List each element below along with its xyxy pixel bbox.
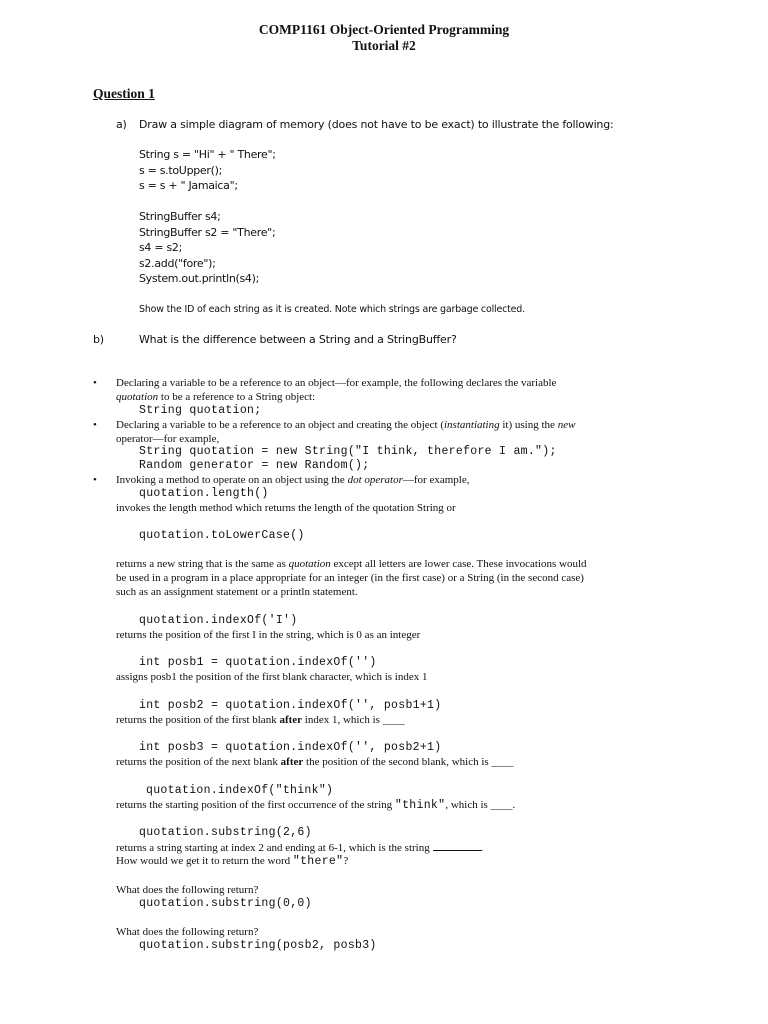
- bullet-1-code: String quotation;: [139, 404, 262, 417]
- posb2-code: int posb2 = quotation.indexOf('', posb1+1): [139, 699, 442, 712]
- indexof-desc: returns the position of the first I in the string, which is 0 as an integer: [116, 629, 421, 641]
- posb3-code: int posb3 = quotation.indexOf('', posb2+1): [139, 741, 442, 754]
- code-line: String s = "Hi" + " There";: [139, 148, 276, 161]
- lowercase-desc-2: be used in a program in a place appropriate for an integer (in the first case) or a String (in the second case): [116, 572, 584, 584]
- bullet-3-line1: Invoking a method to operate on an object using the dot operator—for example,: [116, 474, 470, 486]
- substring-code: quotation.substring(2,6): [139, 826, 312, 839]
- code-line: s = s + " Jamaica";: [139, 179, 238, 192]
- posb2-desc: returns the position of the first blank after index 1, which is ____: [116, 714, 405, 726]
- code-line: s = s.toUpper();: [139, 163, 223, 177]
- bullet-marker: •: [93, 419, 97, 431]
- there-question: How would we get it to return the word "there"?: [116, 855, 349, 868]
- bullet-2-line2: operator—for example,: [116, 433, 220, 445]
- question-2-code: quotation.substring(0,0): [139, 897, 312, 910]
- part-a-prompt: Draw a simple diagram of memory (does not have to be exact) to illustrate the following:: [139, 118, 614, 131]
- question-1-heading: Question 1: [93, 86, 155, 101]
- code-block-1: [139, 147, 276, 194]
- posb3-desc: returns the position of the next blank after the position of the second blank, which is ____: [116, 756, 514, 768]
- answer-blank[interactable]: [433, 840, 481, 851]
- indexof-code: quotation.indexOf('I'): [139, 614, 298, 627]
- bullet-2-code-2: Random generator = new Random();: [139, 459, 370, 472]
- bullet-2-line1: Declaring a variable to be a reference to an object and creating the object (instantiating it) using the new: [116, 419, 576, 431]
- part-b-prompt: What is the difference between a String and a StringBuffer?: [139, 333, 457, 346]
- bullet-3-after: invokes the length method which returns the length of the quotation String or: [116, 502, 456, 514]
- lowercase-desc-1: returns a new string that is the same as quotation except all letters are lower case. These invocations would: [116, 558, 587, 570]
- substring-desc: returns a string starting at index 2 and ending at 6-1, which is the string .: [116, 842, 484, 854]
- bullet-3-code: quotation.length(): [139, 487, 269, 500]
- code-line: System.out.println(s4);: [139, 272, 260, 285]
- question-3-code: quotation.substring(posb2, posb3): [139, 939, 377, 952]
- posb1-code: int posb1 = quotation.indexOf(''): [139, 656, 377, 669]
- question-2-text: What does the following return?: [116, 884, 259, 896]
- think-code: quotation.indexOf("think"): [146, 784, 334, 797]
- code-block-2: [139, 209, 275, 287]
- part-b-label: b): [93, 333, 104, 346]
- posb1-desc: assigns posb1 the position of the first blank character, which is index 1: [116, 671, 428, 683]
- code-line: StringBuffer s4;: [139, 210, 221, 223]
- part-a-label: a): [116, 118, 127, 131]
- part-a-note: Show the ID of each string as it is created. Note which strings are garbage collected.: [139, 304, 525, 315]
- code-line: s4 = s2;: [139, 241, 182, 254]
- bullet-1-line1: Declaring a variable to be a reference to an object—for example, the following declares the variable: [116, 377, 557, 389]
- lowercase-code: quotation.toLowerCase(): [139, 529, 305, 542]
- bullet-1-line2: quotation to be a reference to a String object:: [116, 391, 316, 403]
- bullet-marker: •: [93, 377, 97, 389]
- code-line: StringBuffer s2 = "There";: [139, 225, 276, 239]
- page-title: COMP1161 Object-Oriented Programming: [258, 22, 510, 37]
- lowercase-desc-3: such as an assignment statement or a println statement.: [116, 586, 358, 598]
- bullet-2-code-1: String quotation = new String("I think, therefore I am.");: [139, 445, 557, 458]
- think-desc: returns the starting position of the first occurrence of the string "think", which is ____.: [116, 799, 516, 812]
- question-3-text: What does the following return?: [116, 926, 259, 938]
- bullet-marker: •: [93, 474, 97, 486]
- page-subtitle: Tutorial #2: [352, 38, 416, 53]
- code-line: s2.add("fore");: [139, 256, 216, 270]
